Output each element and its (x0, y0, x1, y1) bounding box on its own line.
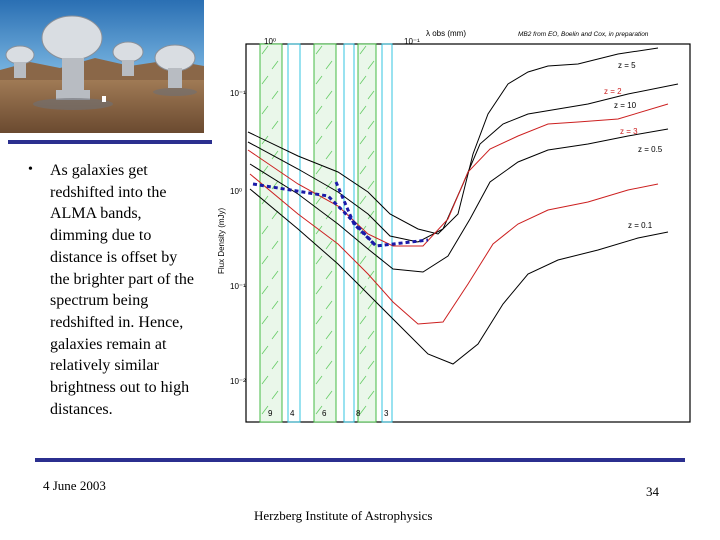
slide-number: 34 (646, 484, 659, 499)
top-axis-label: λ obs (mm) (426, 29, 466, 38)
band-label: 9 (268, 409, 273, 418)
footer-institute: Herzberg Institute of Astrophysics (254, 508, 433, 523)
bullet-text: As galaxies get redshifted into the ALMA bands, dimming due to distance is offset by the brighter part of the spectrum being redshifted in. Hence, galaxies remain at relatively similar brightness out to high distances. (50, 162, 194, 418)
left-tick: 10⁻² (230, 377, 246, 386)
left-tick: 10⁻¹ (230, 89, 246, 98)
alma-bands (260, 44, 392, 422)
curve-label: z = 0.1 (628, 221, 653, 230)
band-label: 6 (322, 409, 327, 418)
footer-divider-bar (35, 458, 685, 462)
curve-label: z = 3 (620, 127, 638, 136)
title-underline-bar (8, 140, 212, 144)
curve-label: z = 10 (614, 101, 637, 110)
figure-credit: MB2 from EO, Boelin and Cox, in preparation (518, 31, 649, 38)
left-tick: 10⁻¹ (230, 282, 246, 291)
sed-redshift-figure (218, 24, 698, 424)
bullet-marker: • (28, 162, 33, 177)
y-axis-label: Flux Density (mJy) (217, 207, 226, 274)
curve-label: z = 2 (604, 87, 622, 96)
footer-date: 4 June 2003 (43, 478, 106, 493)
curve-labels (604, 61, 663, 230)
band-label: 4 (290, 409, 295, 418)
band-label: 8 (356, 409, 361, 418)
top-tick: 10⁻¹ (404, 37, 420, 46)
top-tick: 10⁰ (264, 37, 277, 46)
curve-label: z = 0.5 (638, 145, 663, 154)
band-label: 3 (384, 409, 389, 418)
left-tick: 10⁰ (230, 187, 243, 196)
alma-antennas-photo (0, 0, 204, 133)
curve-label: z = 5 (618, 61, 636, 70)
